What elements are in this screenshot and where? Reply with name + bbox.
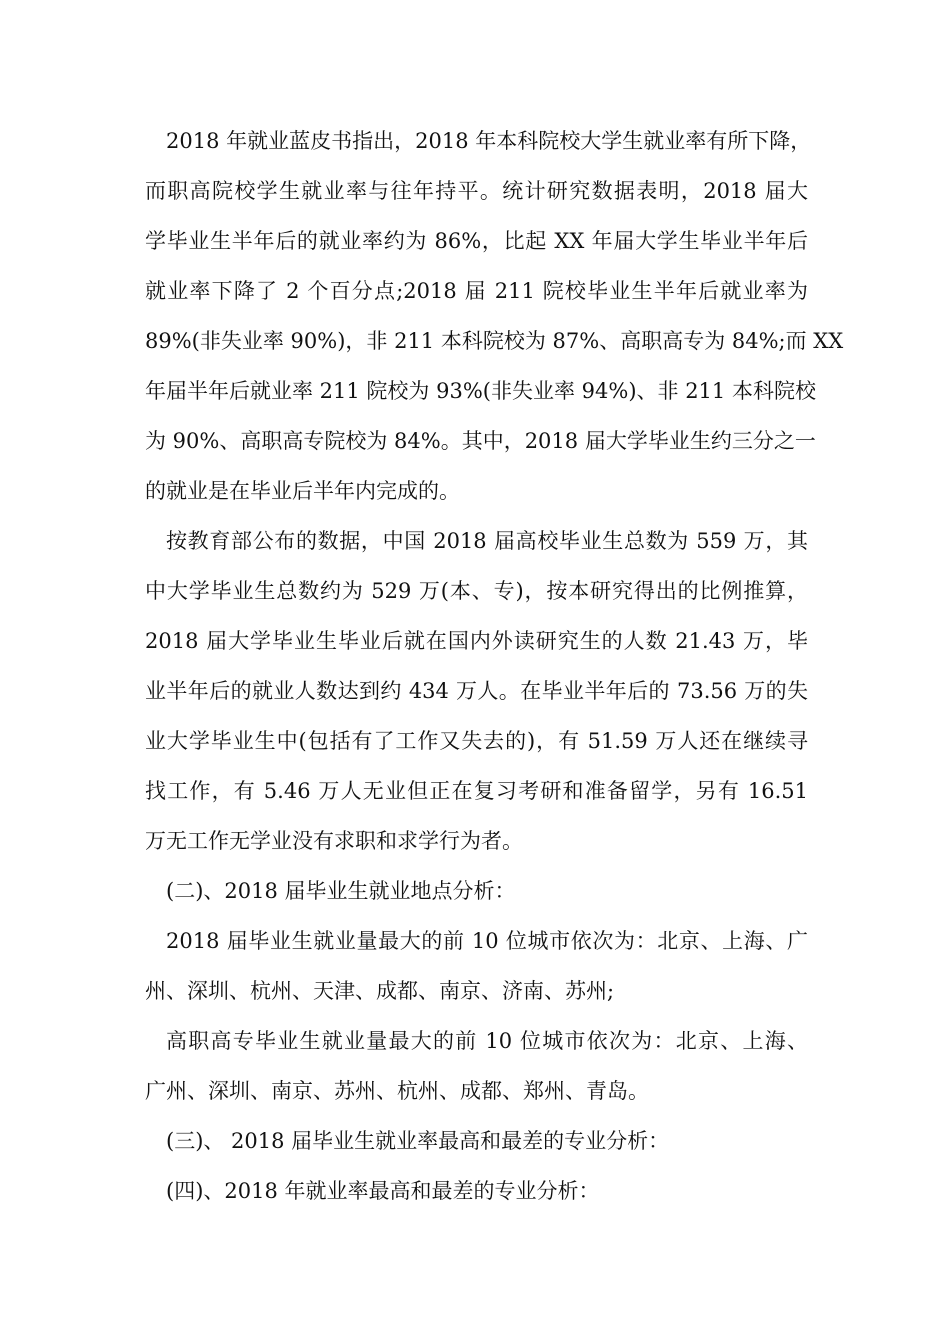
text-line: 为 90%、高职高专院校为 84%。其中，2018 届大学毕业生约三分之一 bbox=[145, 429, 816, 453]
text-line: 高职高专毕业生就业量最大的前 10 位城市依次为：北京、上海、 bbox=[166, 1029, 808, 1053]
text-line: 中大学毕业生总数约为 529 万(本、专)，按本研究得出的比例推算， bbox=[145, 579, 808, 603]
text-line: 2018 届大学毕业生毕业后就在国内外读研究生的人数 21.43 万，毕 bbox=[145, 629, 808, 653]
text-line: 年届半年后就业率 211 院校为 93%(非失业率 94%)、非 211 本科院校 bbox=[145, 379, 816, 403]
text-line: 学毕业生半年后的就业率约为 86%，比起 XX 年届大学生毕业半年后 bbox=[145, 229, 808, 253]
text-line: 万无工作无学业没有求职和求学行为者。 bbox=[145, 829, 523, 853]
paragraph-employment-rate bbox=[145, 116, 844, 516]
paragraph-vocational-cities bbox=[145, 1016, 808, 1116]
paragraph-top-cities bbox=[145, 916, 808, 1016]
text-line: 而职高院校学生就业率与往年持平。统计研究数据表明，2018 届大 bbox=[145, 179, 808, 203]
section-heading-majors-year bbox=[145, 1166, 808, 1216]
section-heading-location bbox=[145, 866, 808, 916]
text-line: 找工作，有 5.46 万人无业但正在复习考研和准备留学，另有 16.51 bbox=[145, 779, 808, 803]
text-line: 按教育部公布的数据，中国 2018 届高校毕业生总数为 559 万，其 bbox=[166, 529, 808, 553]
section-heading: (四)、2018 年就业率最高和最差的专业分析： bbox=[166, 1179, 600, 1203]
text-line: 州、深圳、杭州、天津、成都、南京、济南、苏州; bbox=[145, 979, 615, 1003]
text-line: 业半年后的就业人数达到约 434 万人。在毕业半年后的 73.56 万的失 bbox=[145, 679, 808, 703]
section-heading: (二)、2018 届毕业生就业地点分析： bbox=[166, 879, 516, 903]
paragraph-graduate-numbers bbox=[145, 516, 808, 866]
text-line: 89%(非失业率 90%)，非 211 本科院校为 87%、高职高专为 84%;而 XX bbox=[145, 329, 844, 353]
text-line: 的就业是在毕业后半年内完成的。 bbox=[145, 479, 460, 503]
section-heading: (三)、 2018 届毕业生就业率最高和最差的专业分析： bbox=[166, 1129, 670, 1153]
text-line: 就业率下降了 2 个百分点;2018 届 211 院校毕业生半年后就业率为 bbox=[145, 279, 808, 303]
text-line: 2018 届毕业生就业量最大的前 10 位城市依次为：北京、上海、广 bbox=[166, 929, 808, 953]
text-line: 2018 年就业蓝皮书指出，2018 年本科院校大学生就业率有所下降， bbox=[166, 129, 812, 153]
section-heading-majors bbox=[145, 1116, 808, 1166]
document-page bbox=[145, 116, 844, 1216]
text-line: 广州、深圳、南京、苏州、杭州、成都、郑州、青岛。 bbox=[145, 1079, 649, 1103]
text-line: 业大学毕业生中(包括有了工作又失去的)，有 51.59 万人还在继续寻 bbox=[145, 729, 808, 753]
